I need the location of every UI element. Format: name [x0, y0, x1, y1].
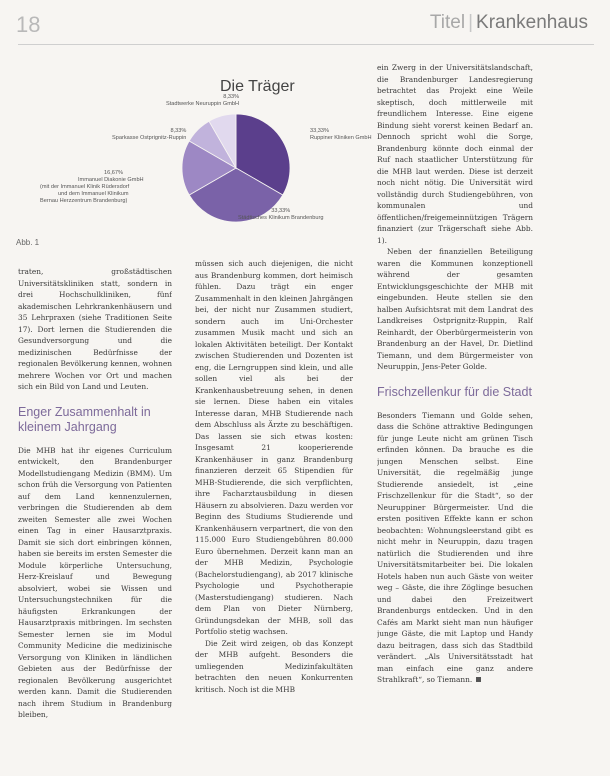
slice-pct: 33,33%	[271, 208, 291, 214]
header-rule	[18, 44, 594, 45]
pie-chart	[20, 58, 372, 254]
slice-pct: 33,33%	[310, 128, 329, 134]
subheading-frischzellenkur: Frischzellenkur für die Stadt	[377, 384, 532, 399]
text-column-3	[377, 62, 533, 768]
slice-label-staedtisches	[238, 208, 324, 222]
paragraph: Neben der finanziellen Beteiligung waren die Kommunen konzeptionell während der gesamten Entwicklungsgeschichte der MHB mit eingebunden. Heute stellen sie den halben Aufsichtsrat mit dem Landrat des Landkreises Ostprignitz-Ruppin, Ralf Reinhardt, der Oberbürgermeisterin von Brandenburg an der Havel, Dr. Dietlind Tiemann, und dem Bürgermeister von Neuruppin, Jens-Peter Golde.	[377, 247, 533, 371]
slice-label-immanuel	[40, 170, 144, 205]
figure-caption: Abb. 1	[16, 238, 40, 247]
slice-pct: 8,33%	[223, 94, 240, 100]
paragraph: Die Zeit wird zeigen, ob das Konzept der MHB aufgeht. Besonders die umliegenden Medizinfakultäten betrachten den neuen Konkurrenten kritisch. Noch ist die MHB	[195, 638, 353, 694]
chart-title: Die Träger	[220, 78, 295, 95]
header-separator: |	[468, 12, 474, 33]
paragraph: müssen sich auch diejenigen, die nicht aus Brandenburg kommen, dort heimisch fühlen. Dazu trägt ein enger Zusammenhalt in den kleinen Jahrgängen bei, der nicht nur Zusammen studiert, sondern auch im Uni-Orchester zusammen Musik macht und sich an lokalen Aktivitäten beteiligt. Der Kontakt zwischen Studierenden und Dozenten ist eng, die Lerngruppen sind klein, und alle sollen viel als bei der Krankenhausbetreuung sehen, in denen sie lernen. Diese haben ein vitales Interesse daran, MHB Studierende nach dem Abschluss als Ärzte zu beschäftigen. Das lassen sie sich etwas kosten: Insgesamt 21 kooperierende Krankenhäuser in ganz Brandenburg finanzieren derzeit 65 Stipendien für MHB-Studierende, die sich verpflichten, ihre Facharztausbildung in diesen Häusern zu absolvieren. Dazu werden vor Beginn des Studiums Studierende und Krankenhäusern verpartnert, die von den 115.000 Euro Studiengebühren 80.000 Euro übernehmen. Derzeit kann man an der MHB Medizin, Psychologie (Bachelorstudiengang), ab 2017 klinische Psychologie und Psychotherapie (Masterstudiengang) studieren. Nach dem Plan von Dieter Nürnberg, Gründungsdekan der MHB, soll das Portfolio stetig wachsen.	[195, 259, 353, 636]
slice-pct: 16,67%	[104, 170, 123, 176]
pie-chart-svg	[20, 58, 372, 254]
slice-text: Immanuel Diakonie GmbH	[78, 177, 144, 183]
paragraph: ein Zwerg in der Universitätslandschaft, die Brandenburger Landesregierung betrachtet das Projekt eine Weile skeptisch, doch mittlerweile mit freundlichem Interesse. Eine eigene Bindung sieht vorerst keinen Bedarf an. Dennoch spricht wohl die Sorge, Brandenburg könnte doch einmal der Ruf nach staatlicher Unterstützung für die MHB laut werden. Diese ist derzeit noch nicht nötig. Die Universität wird vollständig durch Studiengebühren, von kommunalen und öffentlichen/freigemeinnützigen Trägern finanziert (zur Trägerschaft siehe Abb. 1).	[377, 63, 533, 245]
slice-text: Stadtwerke Neuruppin GmbH	[166, 101, 240, 107]
slice-text: (mit der Immanuel Klinik Rüdersdorf	[40, 184, 130, 190]
paragraph-text: Besonders Tiemann und Golde sehen, dass die Schöne attraktive Bedingungen für junge Leute nicht am grünen Tisch erfinden können. Da brauche es die jungen Menschen selbst. Eine Universität, die regelmäßig junge Studierende ansiedelt, ist „eine Frischzellenkur für die Stadt“, so der Neuruppiner Bürgermeister. Und die ersten positiven Effekte kann er schon beobachten: Wohnungsleerstand gibt es nicht mehr in Neuruppin, dazu tragen natürlich die Studierenden und ihre Universitätsmitarbeiter bei. Die lokalen Hotels haben nun auch Gäste von weiter weg – Gäste, die ihre Zöglinge besuchen und dabei den Freizeitwert Brandenburgs entdecken. Und in den Cafés am Markt sieht man nun häufiger junge Gäste, die mit Laptop und Handy dazu beitragen, dass sich das Stadtbild verändert. „Als Universitätsstadt hat man einfach eine ganz andere Strahlkraft“, so Tiemann.	[377, 410, 533, 684]
section-topic: Krankenhaus	[476, 12, 588, 33]
slice-text: und dem Immanuel Klinikum	[58, 191, 129, 197]
paragraph	[377, 410, 533, 686]
slice-pct: 8,33%	[170, 128, 187, 134]
slice-label-sparkasse	[112, 128, 186, 142]
subheading-enger-zusammenhalt: Enger Zusammenhalt in kleinem Jahrgang	[18, 404, 151, 434]
slice-text: Bernau Herzzentrum Brandenburg)	[40, 198, 128, 204]
slice-text: Ruppiner Kliniken GmbH	[310, 135, 372, 141]
slice-text: Städtisches Klinikum Brandenburg	[238, 215, 324, 221]
text-column-2	[195, 258, 353, 768]
slice-label-stadtwerke	[166, 94, 239, 108]
section-header	[430, 12, 588, 34]
page-number: 18	[16, 12, 41, 37]
slice-text: Sparkasse Ostprignitz-Ruppin	[112, 135, 187, 141]
text-column-1	[18, 266, 172, 766]
paragraph: Die MHB hat ihr eigenes Curriculum entwickelt, den Brandenburger Modellstudiengang Medizin (BMM). Um schon früh die Versorgung von Patienten auf dem Land kennenzulernen, verbringen die Studierenden ab dem zweiten Semester alle zwei Wochen einen Tag in einer Hausarztpraxis. Damit sie sich dort einbringen können, haben sie bereits im ersten Semester die Module körperliche Untersuchung, Herz-Kreislauf und Bewegung absolviert, wobei sie Wissen und Untersuchungstechniken für die häufigsten Erkrankungen der Hausarztpraxis mitbringen. Im sechsten Semester lernen sie im Modul Community Medicine die medizinische Versorgung von Kliniken in ländlichen Gebieten aus der Bedürfnisse der regionalen Bevölkerung ausgerichtet werden kann. Damit die Studierenden nach ihrem Studium in Brandenburg bleiben,	[18, 445, 172, 719]
paragraph: traten, großstädtischen Universitätskliniken statt, sondern in drei Hochschulkliniken, fünf akademischen Lehrkrankenhäusern und 35 Lehrpraxen (siehe Traditionen Seite 17). Dort lernen die Studierenden die Gesundversorgung und die medizinischen Bedürfnisse der regionalen Bevölkerung kennen, wohnen mehrere Wochen vor Ort und machen sich ein Bild von Land und Leuten.	[18, 267, 172, 391]
slice-label-ruppiner	[310, 128, 372, 142]
section-title: Titel	[429, 12, 466, 33]
end-mark	[476, 677, 481, 682]
